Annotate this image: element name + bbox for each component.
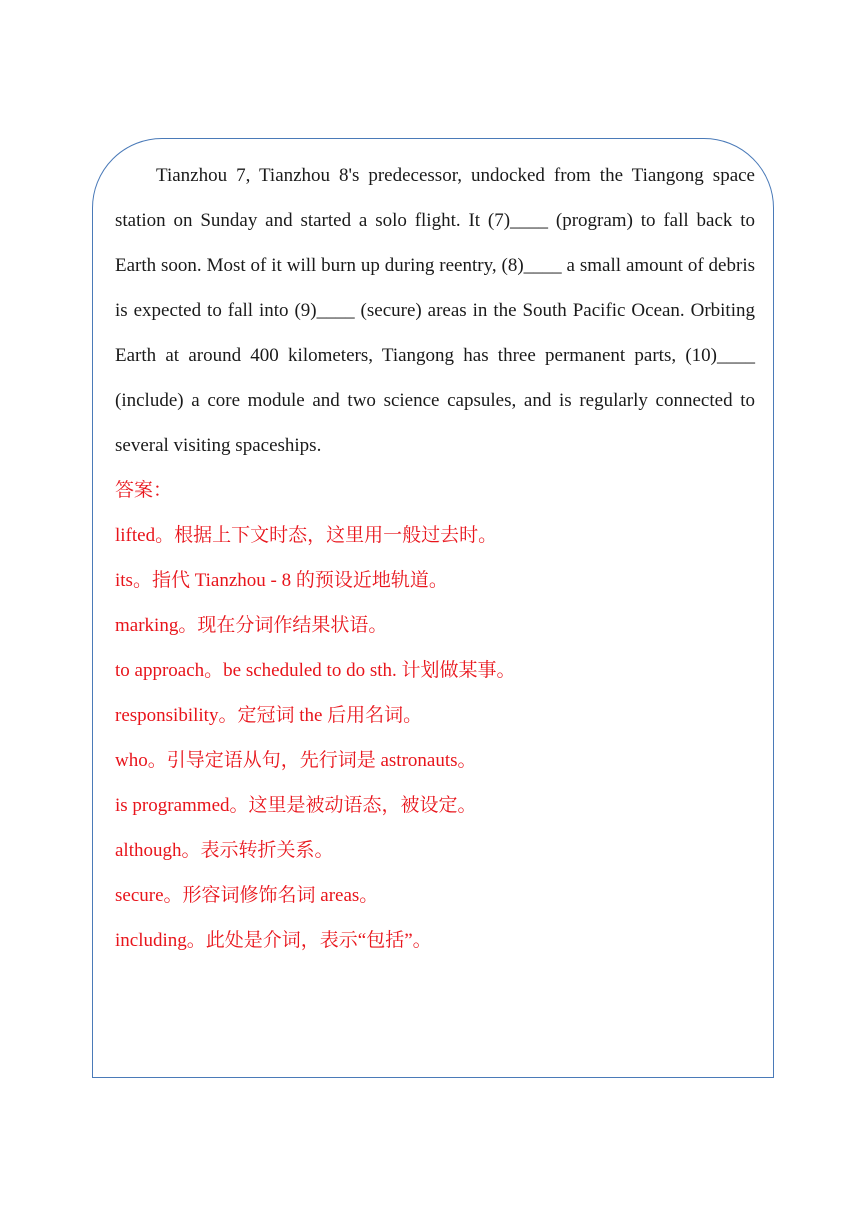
answer-heading: 答案： — [115, 480, 173, 501]
answer-item: is programmed。这里是被动语态，被设定。 — [115, 795, 477, 816]
answer-list — [115, 513, 755, 963]
answer-item: to approach。be scheduled to do sth. 计划做某事。 — [115, 660, 516, 681]
answer-item: secure。形容词修饰名词 areas。 — [115, 885, 379, 906]
answer-item: marking。现在分词作结果状语。 — [115, 615, 388, 636]
answer-item: although。表示转折关系。 — [115, 840, 334, 861]
answer-item: including。此处是介词，表示“包括”。 — [115, 930, 432, 951]
answer-item: responsibility。定冠词 the 后用名词。 — [115, 705, 423, 726]
answer-item: lifted。根据上下文时态，这里用一般过去时。 — [115, 525, 498, 546]
answer-item: who。引导定语从句，先行词是 astronauts。 — [115, 750, 477, 771]
passage-text: Tianzhou 7, Tianzhou 8's predecessor, undocked from the Tiangong space station on Sunday and started a solo flight. It (7)____ (program) to fall back to Earth soon. Most of it will burn up during reentry, (8)____ a small amount of debris is expected to fall into (9)____ (secure) areas in the South Pacific Ocean. Orbiting Earth at around 400 kilometers, Tiangong has three permanent parts, (10)____ (include) a core module and two science capsules, and is regularly connected to several visiting spaceships. — [115, 165, 755, 456]
answer-item: its。指代 Tianzhou - 8 的预设近地轨道。 — [115, 570, 448, 591]
